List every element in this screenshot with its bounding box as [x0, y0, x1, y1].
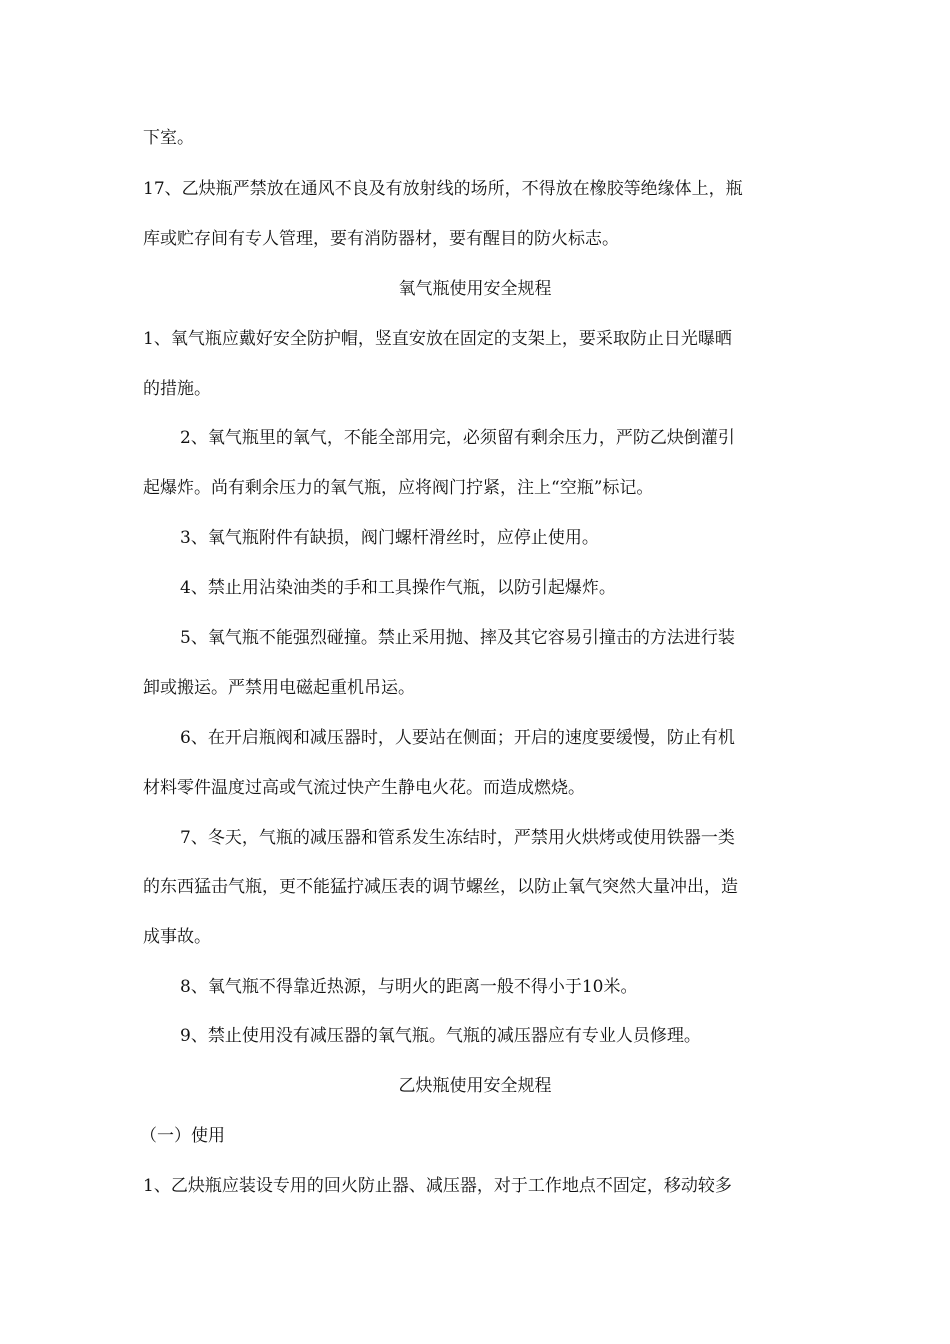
text-line: 卸或搬运。严禁用电磁起重机吊运。 — [143, 678, 415, 698]
text-line: 起爆炸。尚有剩余压力的氧气瓶，应将阀门拧紧，注上“空瓶”标记。 — [143, 478, 654, 498]
text-line: 的东西猛击气瓶，更不能猛拧减压表的调节螺丝，以防止氧气突然大量冲出，造 — [143, 877, 738, 897]
subsection-heading: （一）使用 — [140, 1126, 225, 1146]
text-line: 8、氧气瓶不得靠近热源，与明火的距离一般不得小于10米。 — [180, 977, 638, 997]
text-line: 5、氧气瓶不能强烈碰撞。禁止采用抛、摔及其它容易引撞击的方法进行装 — [180, 628, 735, 648]
text-line: 下室。 — [143, 128, 194, 148]
text-line: 7、冬天，气瓶的减压器和管系发生冻结时，严禁用火烘烤或使用铁器一类 — [180, 828, 735, 848]
text-line: 材料零件温度过高或气流过快产生静电火花。而造成燃烧。 — [143, 778, 585, 798]
text-line: 1、乙炔瓶应装设专用的回火防止器、减压器，对于工作地点不固定，移动较多 — [143, 1176, 732, 1196]
text-line: 17、乙炔瓶严禁放在通风不良及有放射线的场所，不得放在橡胶等绝缘体上，瓶 — [143, 179, 743, 199]
text-line: 的措施。 — [143, 379, 211, 399]
text-line: 9、禁止使用没有减压器的氧气瓶。气瓶的减压器应有专业人员修理。 — [180, 1026, 701, 1046]
text-line: 4、禁止用沾染油类的手和工具操作气瓶，以防引起爆炸。 — [180, 578, 616, 598]
section-heading-acetylene: 乙炔瓶使用安全规程 — [398, 1076, 552, 1096]
text-line: 6、在开启瓶阀和减压器时，人要站在侧面；开启的速度要缓慢，防止有机 — [180, 728, 735, 748]
text-line: 1、氧气瓶应戴好安全防护帽，竖直安放在固定的支架上，要采取防止日光曝晒 — [143, 329, 732, 349]
section-heading-oxygen: 氧气瓶使用安全规程 — [398, 279, 552, 299]
text-line: 成事故。 — [143, 927, 211, 947]
text-line: 3、氧气瓶附件有缺损，阀门螺杆滑丝时，应停止使用。 — [180, 528, 599, 548]
text-line: 库或贮存间有专人管理，要有消防器材，要有醒目的防火标志。 — [143, 229, 619, 249]
text-line: 2、氧气瓶里的氧气，不能全部用完，必须留有剩余压力，严防乙炔倒灌引 — [180, 428, 735, 448]
